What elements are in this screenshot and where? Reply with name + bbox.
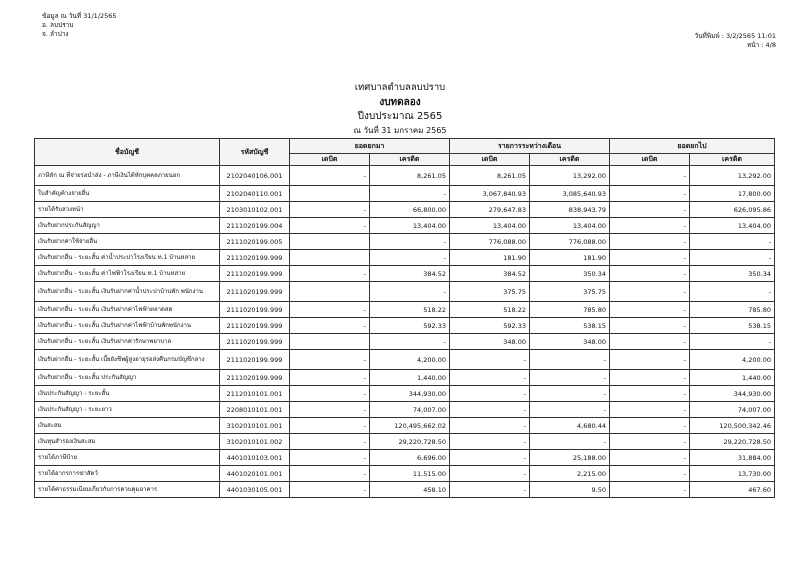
col-debit: เดบิต (610, 154, 690, 166)
brought-debit-cell: - (290, 482, 370, 498)
account-code-cell: 2208010101.001 (220, 402, 290, 418)
month-debit-cell: 348.00 (450, 334, 530, 350)
brought-credit-cell: 592.33 (370, 318, 450, 334)
table-row (35, 334, 775, 350)
carried-debit-cell: - (610, 202, 690, 218)
month-debit-cell: - (450, 482, 530, 498)
document-title: งบทดลอง (379, 97, 421, 108)
carried-debit-cell: - (610, 370, 690, 386)
month-debit-cell: - (450, 370, 530, 386)
carried-debit-cell: - (610, 186, 690, 202)
month-debit-cell: - (450, 450, 530, 466)
account-code-cell: 4401030105.001 (220, 482, 290, 498)
account-code-cell: 2111020199.999 (220, 370, 290, 386)
table-row (35, 186, 775, 202)
account-code-cell: 2111020199.999 (220, 334, 290, 350)
table-row (35, 482, 775, 498)
brought-credit-cell: 384.52 (370, 266, 450, 282)
account-code-cell: 2102040110.001 (220, 186, 290, 202)
carried-debit-cell: - (610, 334, 690, 350)
account-name-cell: รายได้ภาษีป้าย (35, 450, 220, 466)
brought-debit-cell: - (290, 402, 370, 418)
month-debit-cell: - (450, 466, 530, 482)
brought-debit-cell: - (290, 370, 370, 386)
brought-credit-cell: 458.10 (370, 482, 450, 498)
month-debit-cell: 518.22 (450, 302, 530, 318)
col-credit: เครดิต (530, 154, 610, 166)
account-code-cell: 4401020101.001 (220, 466, 290, 482)
month-credit-cell: 181.90 (530, 250, 610, 266)
brought-credit-cell: 8,261.05 (370, 166, 450, 186)
carried-credit-cell: - (690, 334, 775, 350)
month-debit-cell: 3,067,840.93 (450, 186, 530, 202)
report-meta-right (694, 32, 776, 50)
carried-debit-cell: - (610, 234, 690, 250)
month-credit-cell: 25,188.00 (530, 450, 610, 466)
col-credit: เครดิต (370, 154, 450, 166)
account-name-cell: เงินประกันสัญญา - ระยะสั้น (35, 386, 220, 402)
col-brought-forward: ยอดยกมา (290, 139, 450, 154)
brought-credit-cell: 344,930.00 (370, 386, 450, 402)
account-name-cell: เงินประกันสัญญา - ระยะยาว (35, 402, 220, 418)
month-credit-cell: - (530, 350, 610, 370)
month-debit-cell: 8,261.05 (450, 166, 530, 186)
carried-credit-cell: - (690, 282, 775, 302)
carried-credit-cell: 29,220,728.50 (690, 434, 775, 450)
table-row (35, 418, 775, 434)
brought-credit-cell: - (370, 186, 450, 202)
carried-credit-cell: 344,930.00 (690, 386, 775, 402)
col-account-code: รหัสบัญชี (220, 139, 290, 166)
page-number: หน้า : 4/8 (746, 41, 776, 49)
account-name-cell: เงินทุนสำรองเงินสะสม (35, 434, 220, 450)
col-account-name: ชื่อบัญชี (35, 139, 220, 166)
account-code-cell: 3102010101.001 (220, 418, 290, 434)
account-code-cell: 4401010103.001 (220, 450, 290, 466)
account-code-cell: 2111020199.999 (220, 282, 290, 302)
month-debit-cell: - (450, 418, 530, 434)
brought-credit-cell: 66,800.00 (370, 202, 450, 218)
account-name-cell: ภาษีหัก ณ ที่จ่ายรอนำส่ง - ภาษีเงินได้หักบุคคลภายนอก (35, 166, 220, 186)
col-credit: เครดิต (690, 154, 775, 166)
brought-debit-cell (290, 234, 370, 250)
month-credit-cell: 538.15 (530, 318, 610, 334)
table-row (35, 234, 775, 250)
table-row (35, 218, 775, 234)
month-debit-cell: 279,647.83 (450, 202, 530, 218)
brought-debit-cell (290, 334, 370, 350)
col-carried-forward: ยอดยกไป (610, 139, 775, 154)
brought-credit-cell: 11,515.00 (370, 466, 450, 482)
brought-credit-cell: - (370, 334, 450, 350)
brought-debit-cell (290, 186, 370, 202)
account-name-cell: เงินรับฝากอื่น - ระยะสั้น ประกันสัญญา (35, 370, 220, 386)
table-row (35, 302, 775, 318)
brought-debit-cell: - (290, 434, 370, 450)
table-row (35, 466, 775, 482)
carried-debit-cell: - (610, 282, 690, 302)
month-credit-cell: - (530, 370, 610, 386)
account-name-cell: รายได้ค่าธรรมเนียมเกี่ยวกับการควบคุมอาคาร (35, 482, 220, 498)
account-code-cell: 2111020199.004 (220, 218, 290, 234)
month-credit-cell: 350.34 (530, 266, 610, 282)
carried-credit-cell: 13,404.00 (690, 218, 775, 234)
carried-debit-cell: - (610, 450, 690, 466)
account-name-cell: เงินสะสม (35, 418, 220, 434)
account-code-cell: 2111020199.005 (220, 234, 290, 250)
carried-credit-cell: - (690, 234, 775, 250)
col-debit: เดบิต (290, 154, 370, 166)
month-credit-cell: - (530, 402, 610, 418)
month-debit-cell: 384.52 (450, 266, 530, 282)
carried-credit-cell: 13,730.00 (690, 466, 775, 482)
carried-debit-cell: - (610, 266, 690, 282)
carried-credit-cell: 626,095.86 (690, 202, 775, 218)
brought-debit-cell: - (290, 266, 370, 282)
as-of-date: ณ วันที่ 31 มกราคม 2565 (353, 126, 447, 135)
carried-credit-cell: 467.60 (690, 482, 775, 498)
brought-debit-cell: - (290, 202, 370, 218)
month-debit-cell: 13,404.00 (450, 218, 530, 234)
month-debit-cell: - (450, 402, 530, 418)
brought-credit-cell: 29,220,728.50 (370, 434, 450, 450)
month-debit-cell: - (450, 386, 530, 402)
carried-debit-cell: - (610, 350, 690, 370)
brought-credit-cell: 518.22 (370, 302, 450, 318)
col-during-month: รายการระหว่างเดือน (450, 139, 610, 154)
table-row (35, 318, 775, 334)
table-row (35, 402, 775, 418)
account-code-cell: 2111020199.999 (220, 318, 290, 334)
brought-debit-cell: - (290, 318, 370, 334)
account-name-cell: เงินรับฝากอื่น - ระยะสั้น ค่าน้ำประปาโรงเรียน ท.1 บ้านหล่าย (35, 250, 220, 266)
brought-debit-cell: - (290, 418, 370, 434)
account-code-cell: 2102040106.001 (220, 166, 290, 186)
brought-credit-cell: 74,007.00 (370, 402, 450, 418)
account-name-cell: เงินรับฝากอื่น - ระยะสั้น เงินรับฝากค่าน้ำประปาบ้านพัก พนักงาน (35, 282, 220, 302)
carried-credit-cell: 4,200.00 (690, 350, 775, 370)
col-debit: เดบิต (450, 154, 530, 166)
carried-debit-cell: - (610, 418, 690, 434)
report-meta-left (42, 12, 117, 39)
carried-credit-cell: 785.80 (690, 302, 775, 318)
month-debit-cell: 592.33 (450, 318, 530, 334)
carried-debit-cell: - (610, 482, 690, 498)
carried-debit-cell: - (610, 302, 690, 318)
month-credit-cell: 785.80 (530, 302, 610, 318)
carried-credit-cell: 538.15 (690, 318, 775, 334)
month-credit-cell: 776,088.00 (530, 234, 610, 250)
brought-credit-cell: 4,200.00 (370, 350, 450, 370)
brought-credit-cell: - (370, 234, 450, 250)
brought-credit-cell: - (370, 282, 450, 302)
month-credit-cell: - (530, 434, 610, 450)
carried-debit-cell: - (610, 166, 690, 186)
account-name-cell: รายได้รับล่วงหน้า (35, 202, 220, 218)
table-row (35, 282, 775, 302)
month-debit-cell: 375.75 (450, 282, 530, 302)
month-debit-cell: 181.90 (450, 250, 530, 266)
account-name-cell: เงินรับฝากค่าใช้จ่ายอื่น (35, 234, 220, 250)
carried-credit-cell: 1,440.00 (690, 370, 775, 386)
brought-credit-cell: 13,404.00 (370, 218, 450, 234)
brought-debit-cell: - (290, 450, 370, 466)
brought-debit-cell (290, 282, 370, 302)
district: อ. ลบปราบ (42, 21, 74, 29)
print-date: วันที่พิมพ์ : 3/2/2565 11:01 (694, 32, 776, 40)
month-credit-cell: 348.00 (530, 334, 610, 350)
organization-name: เทศบาลตำบลลบปราบ (354, 82, 446, 93)
carried-credit-cell: - (690, 250, 775, 266)
brought-debit-cell: - (290, 350, 370, 370)
table-row (35, 166, 775, 186)
table-row (35, 202, 775, 218)
month-credit-cell: - (530, 386, 610, 402)
carried-debit-cell: - (610, 466, 690, 482)
table-row (35, 450, 775, 466)
trial-balance-table (34, 138, 775, 498)
carried-debit-cell: - (610, 434, 690, 450)
month-credit-cell: 838,943.79 (530, 202, 610, 218)
table-row (35, 370, 775, 386)
brought-credit-cell: - (370, 250, 450, 266)
account-name-cell: เงินรับฝากประกันสัญญา (35, 218, 220, 234)
fiscal-year: ปีงบประมาณ 2565 (357, 111, 443, 122)
carried-credit-cell: 350.34 (690, 266, 775, 282)
brought-credit-cell: 120,495,662.02 (370, 418, 450, 434)
month-credit-cell: 3,085,640.93 (530, 186, 610, 202)
province: จ. ลำปาง (42, 30, 69, 38)
brought-credit-cell: 6,696.00 (370, 450, 450, 466)
table-row (35, 434, 775, 450)
account-code-cell: 2112010101.001 (220, 386, 290, 402)
account-code-cell: 2111020199.999 (220, 250, 290, 266)
carried-credit-cell: 17,800.00 (690, 186, 775, 202)
account-name-cell: เงินรับฝากอื่น - ระยะสั้น เบี้ยยังชีพผู้สูงอายุรอส่งคืนกรมบัญชีกลาง (35, 350, 220, 370)
account-code-cell: 2103010102.001 (220, 202, 290, 218)
carried-debit-cell: - (610, 386, 690, 402)
table-row (35, 250, 775, 266)
account-name-cell: รายได้อากรการฆ่าสัตว์ (35, 466, 220, 482)
month-credit-cell: 375.75 (530, 282, 610, 302)
account-name-cell: เงินรับฝากอื่น - ระยะสั้น เงินรับฝากค่าไฟฟ้าตลาดสด (35, 302, 220, 318)
brought-debit-cell: - (290, 218, 370, 234)
carried-credit-cell: 120,500,342.46 (690, 418, 775, 434)
account-name-cell: เงินรับฝากอื่น - ระยะสั้น ค่าไฟฟ้าโรงเรียน ท.1 บ้านหล่าย (35, 266, 220, 282)
carried-debit-cell: - (610, 250, 690, 266)
carried-debit-cell: - (610, 318, 690, 334)
carried-credit-cell: 31,884.00 (690, 450, 775, 466)
month-debit-cell: - (450, 350, 530, 370)
data-date: ข้อมูล ณ วันที่ 31/1/2565 (42, 12, 117, 20)
carried-credit-cell: 13,292.00 (690, 166, 775, 186)
brought-debit-cell: - (290, 166, 370, 186)
carried-debit-cell: - (610, 218, 690, 234)
account-code-cell: 3102010101.002 (220, 434, 290, 450)
brought-debit-cell (290, 250, 370, 266)
account-name-cell: ใบสำคัญค้างจ่ายอื่น (35, 186, 220, 202)
table-row (35, 350, 775, 370)
brought-debit-cell: - (290, 466, 370, 482)
month-credit-cell: 4,680.44 (530, 418, 610, 434)
carried-debit-cell: - (610, 402, 690, 418)
account-name-cell: เงินรับฝากอื่น - ระยะสั้น เงินรับฝากค่ารักษาพยาบาล (35, 334, 220, 350)
month-credit-cell: 2,215.00 (530, 466, 610, 482)
month-debit-cell: - (450, 434, 530, 450)
account-code-cell: 2111020199.999 (220, 350, 290, 370)
month-debit-cell: 776,088.00 (450, 234, 530, 250)
month-credit-cell: 9.50 (530, 482, 610, 498)
brought-credit-cell: 1,440.00 (370, 370, 450, 386)
account-code-cell: 2111020199.999 (220, 302, 290, 318)
table-row (35, 386, 775, 402)
month-credit-cell: 13,404.00 (530, 218, 610, 234)
brought-debit-cell: - (290, 386, 370, 402)
table-row (35, 266, 775, 282)
carried-credit-cell: 74,007.00 (690, 402, 775, 418)
account-code-cell: 2111020199.999 (220, 266, 290, 282)
account-name-cell: เงินรับฝากอื่น - ระยะสั้น เงินรับฝากค่าไฟฟ้าบ้านพักพนักงาน (35, 318, 220, 334)
month-credit-cell: 13,292.00 (530, 166, 610, 186)
brought-debit-cell: - (290, 302, 370, 318)
table-body (35, 166, 775, 498)
